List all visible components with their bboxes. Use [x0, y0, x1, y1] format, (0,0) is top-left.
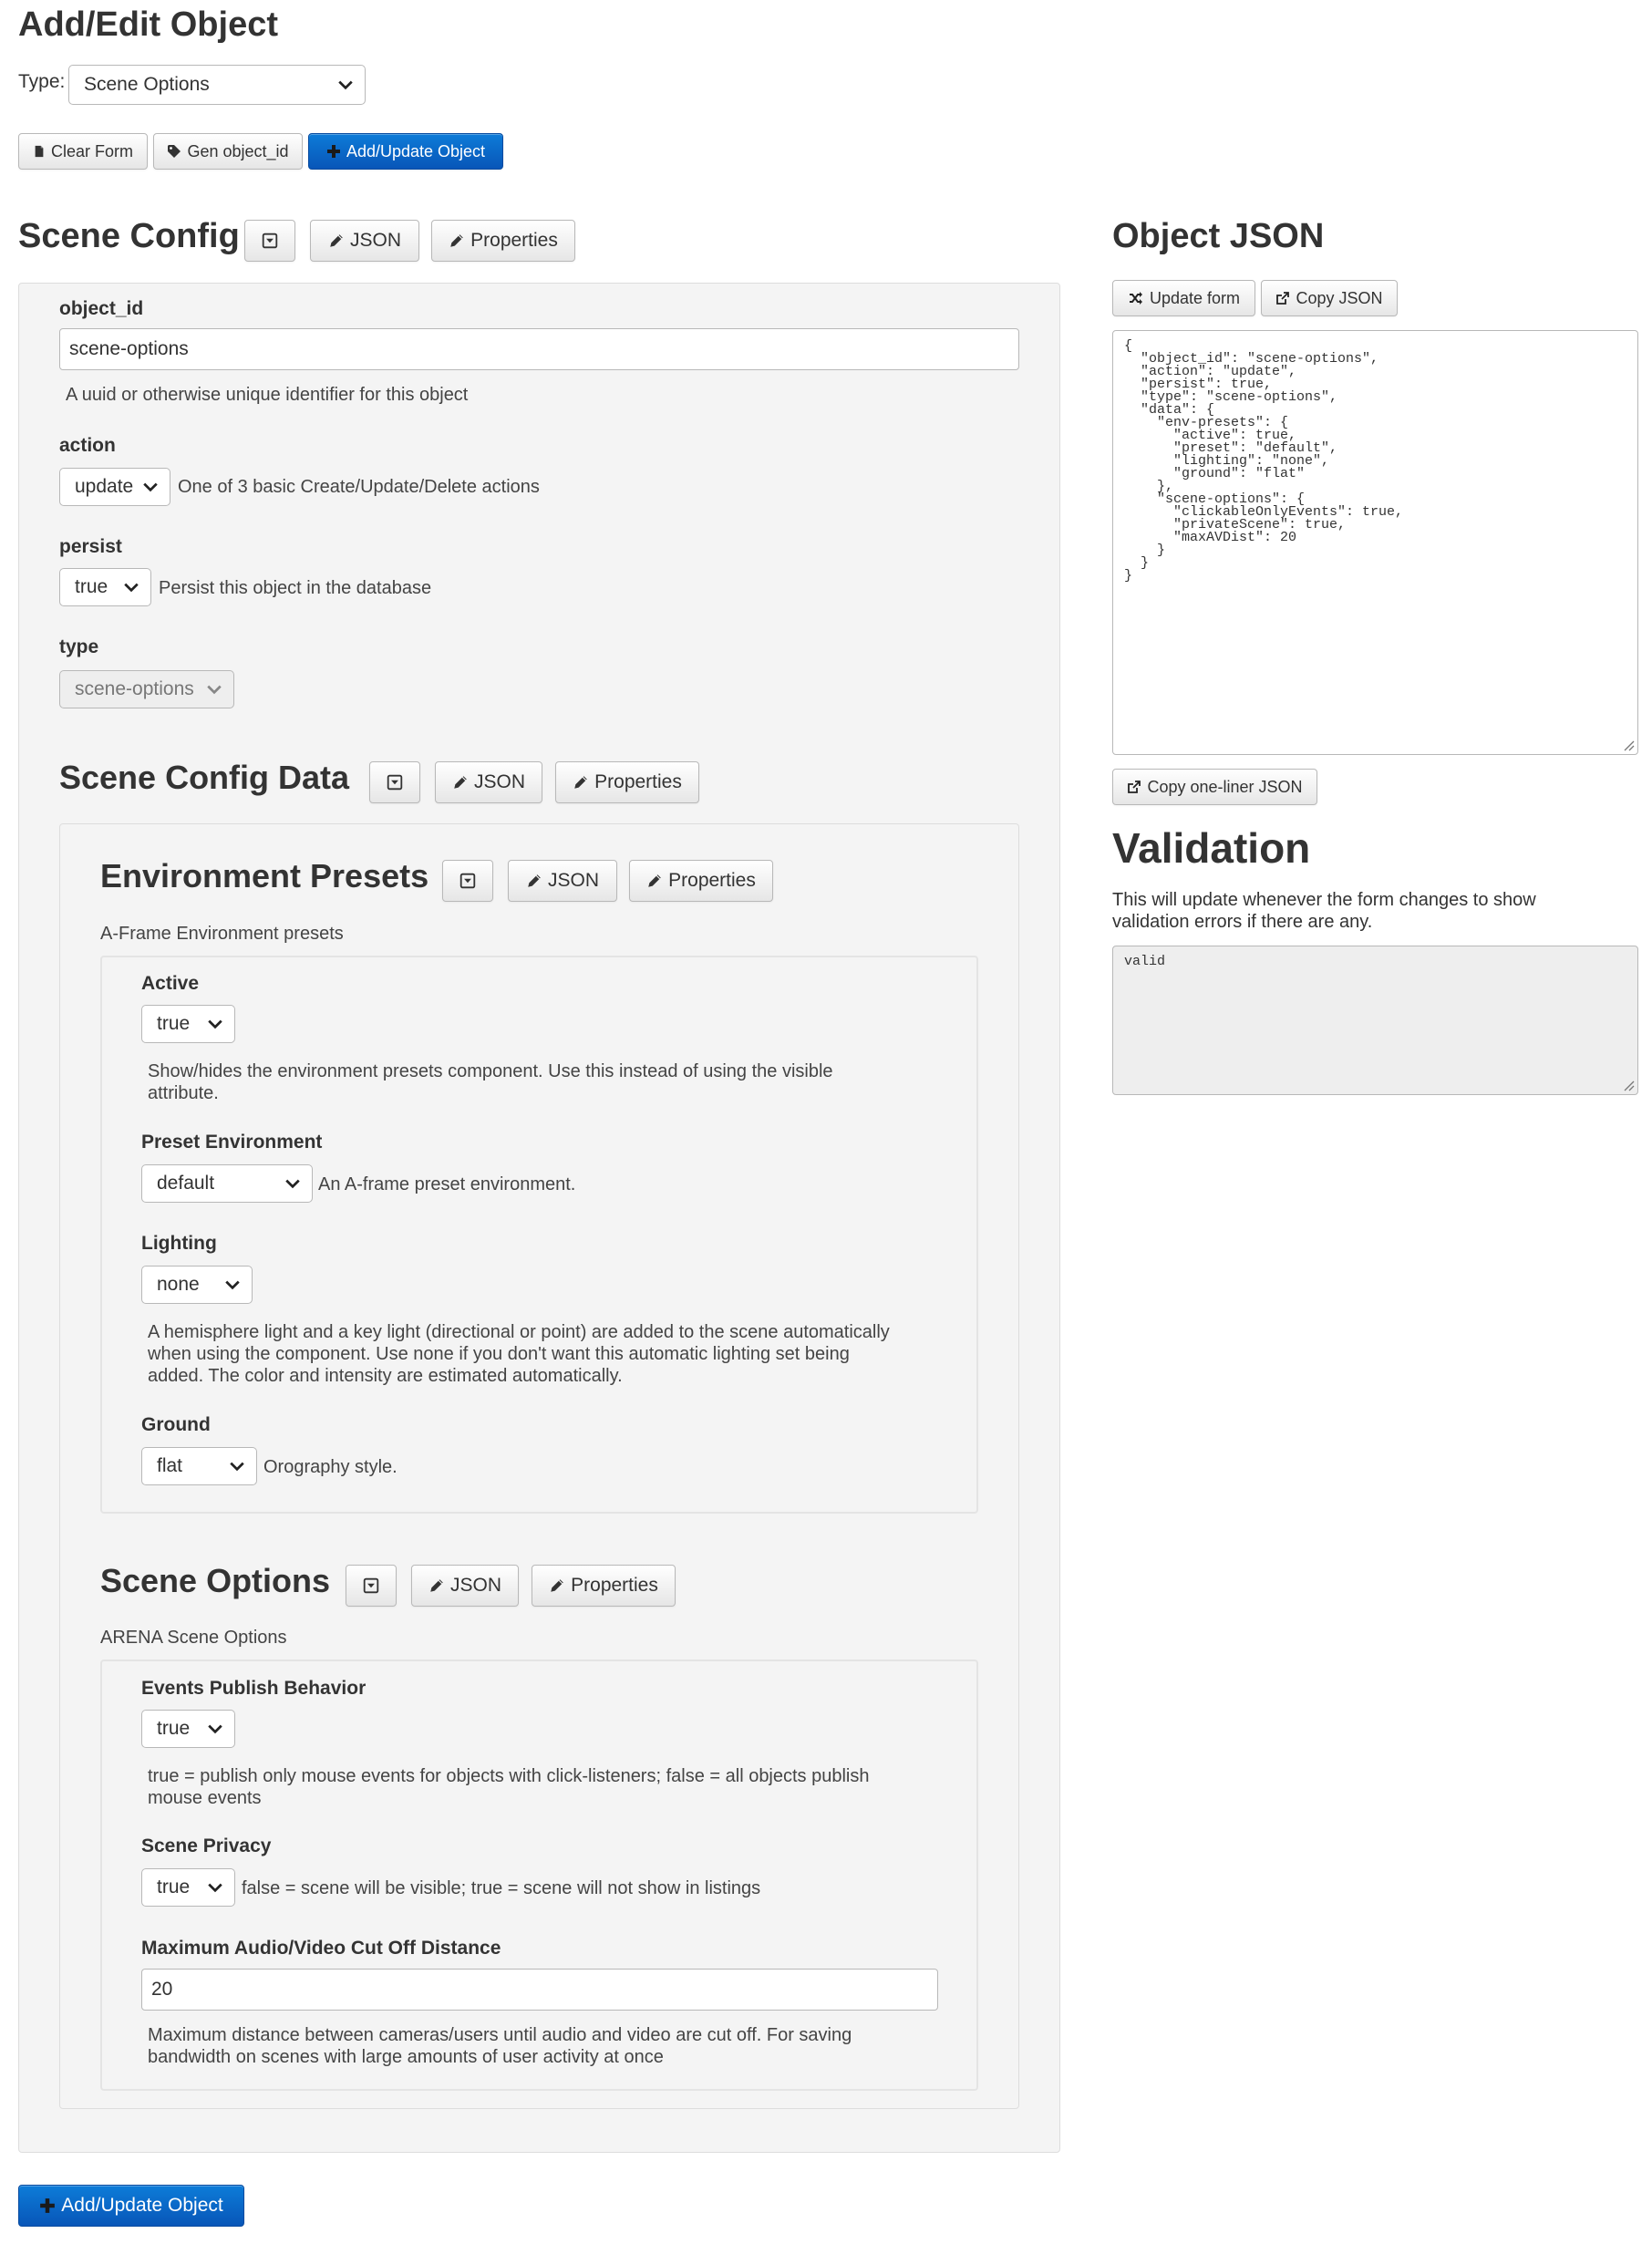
scene-config-data-properties-label: Properties [594, 771, 682, 792]
scene-config-data-properties-button[interactable] [555, 761, 699, 803]
ground-select-value: flat [157, 1455, 183, 1476]
object-id-help: A uuid or otherwise unique identifier for this object [66, 385, 469, 405]
active-label: Active [141, 973, 200, 994]
events-label: Events Publish Behavior [141, 1678, 367, 1699]
plus-icon [326, 144, 341, 159]
collapse-icon [459, 873, 476, 889]
chevron-down-icon [206, 681, 222, 698]
env-presets-json-button[interactable] [508, 860, 617, 902]
type-field-value: scene-options [75, 678, 194, 699]
validation-result-textarea: valid [1112, 946, 1638, 1095]
ground-help: Orography style. [263, 1457, 398, 1477]
add-update-object-button[interactable] [308, 133, 503, 170]
copy-json-label: Copy JSON [1296, 288, 1383, 307]
max-av-input[interactable] [141, 1969, 938, 2011]
env-presets-json-label: JSON [547, 870, 599, 891]
plus-icon [39, 2197, 56, 2214]
scene-options-properties-label: Properties [571, 1575, 658, 1596]
ground-label: Ground [141, 1414, 211, 1435]
action-select[interactable] [59, 468, 170, 506]
scene-config-data-json-label: JSON [473, 771, 525, 792]
action-help: One of 3 basic Create/Update/Delete actions [178, 477, 540, 497]
resize-handle-icon[interactable] [1622, 739, 1635, 751]
preset-select-value: default [157, 1173, 215, 1194]
update-form-label: Update form [1149, 288, 1241, 307]
copy-one-liner-json-label: Copy one-liner JSON [1147, 777, 1303, 796]
chevron-down-icon [224, 1277, 241, 1293]
scene-options-title: Scene Options [100, 1562, 331, 1599]
max-av-value: 20 [151, 1979, 173, 2000]
active-select[interactable] [141, 1005, 235, 1043]
chevron-down-icon [337, 77, 354, 93]
clear-form-button[interactable] [18, 133, 148, 170]
action-label: action [59, 435, 116, 456]
share-icon [1127, 780, 1141, 794]
preset-label: Preset Environment [141, 1132, 323, 1153]
scene-config-data-json-button[interactable] [435, 761, 542, 803]
scene-options-json-label: JSON [449, 1575, 501, 1596]
type-field-select [59, 670, 234, 708]
copy-json-button[interactable] [1261, 280, 1398, 316]
object-id-value: scene-options [69, 338, 189, 359]
type-field-label: type [59, 636, 99, 657]
pencil-icon [449, 233, 465, 249]
action-select-value: update [75, 476, 134, 497]
gen-object-id-button[interactable] [153, 133, 303, 170]
privacy-label: Scene Privacy [141, 1835, 272, 1856]
pencil-icon [452, 774, 469, 791]
update-form-button[interactable] [1112, 280, 1255, 316]
resize-handle-icon[interactable] [1622, 1079, 1635, 1091]
env-presets-collapse-button[interactable] [442, 860, 493, 902]
max-av-label: Maximum Audio/Video Cut Off Distance [141, 1938, 501, 1959]
persist-select[interactable] [59, 568, 151, 606]
persist-label: persist [59, 536, 122, 557]
scene-options-description: ARENA Scene Options [100, 1628, 287, 1648]
object-id-label: object_id [59, 298, 144, 319]
pencil-icon [573, 774, 589, 791]
footer-add-update-object-button[interactable] [18, 2185, 244, 2227]
chevron-down-icon [229, 1458, 245, 1474]
collapse-icon [262, 233, 278, 249]
validation-help-line2: validation errors if there are any. [1112, 912, 1373, 932]
collapse-icon [363, 1577, 379, 1594]
max-av-help-line2: bandwidth on scenes with large amounts of user activity at once [148, 2047, 664, 2067]
copy-one-liner-json-button[interactable] [1112, 769, 1317, 805]
active-help-line1: Show/hides the environment presets component. Use this instead of using the visible [148, 1061, 833, 1081]
chevron-down-icon [123, 579, 139, 595]
lighting-help-line3: added. The color and intensity are estimated automatically. [148, 1366, 623, 1386]
chevron-down-icon [207, 1879, 223, 1896]
env-presets-properties-label: Properties [668, 870, 756, 891]
active-help-line2: attribute. [148, 1083, 219, 1103]
scene-config-data-title: Scene Config Data [59, 759, 350, 796]
object-id-input[interactable] [59, 328, 1019, 370]
scene-config-title: Scene Config [18, 217, 240, 255]
validation-title: Validation [1112, 824, 1311, 872]
pencil-icon [526, 873, 542, 889]
pencil-icon [646, 873, 663, 889]
scene-config-properties-button[interactable] [431, 220, 575, 262]
events-select[interactable] [141, 1710, 235, 1748]
validation-help-line1: This will update whenever the form changes to show [1112, 890, 1536, 910]
events-help-line1: true = publish only mouse events for objects with click-listeners; false = all objects publish [148, 1766, 870, 1786]
env-presets-title: Environment Presets [100, 857, 429, 894]
preset-select[interactable] [141, 1164, 313, 1203]
shuffle-icon [1128, 291, 1144, 305]
lighting-label: Lighting [141, 1233, 217, 1254]
pencil-icon [328, 233, 345, 249]
chevron-down-icon [207, 1721, 223, 1737]
events-select-value: true [157, 1718, 191, 1739]
gen-object-id-label: Gen object_id [187, 141, 289, 160]
lighting-select-value: none [157, 1274, 200, 1295]
pencil-icon [428, 1577, 445, 1594]
lighting-help-line2: when using the component. Use none if you don't want this automatic lighting set being [148, 1344, 850, 1364]
object-json-textarea[interactable]: { "object_id": "scene-options", "action": "update", "persist": true, "type": "scene-options", "data": { "env-presets": { "active": true, "preset": "default", "lighting": "none", "ground": "flat" }, "scene-options": { "clickableOnlyEvents": true, "privateScene": true, "maxAVDist": 20 } } } [1112, 330, 1638, 755]
privacy-help: false = scene will be visible; true = scene will not show in listings [242, 1878, 761, 1898]
object-json-title: Object JSON [1112, 217, 1325, 255]
scene-options-properties-button[interactable] [532, 1565, 676, 1607]
privacy-select[interactable] [141, 1868, 235, 1907]
type-select[interactable] [68, 65, 366, 105]
scene-config-collapse-button[interactable] [244, 220, 295, 262]
active-select-value: true [157, 1013, 191, 1034]
chevron-down-icon [284, 1175, 301, 1192]
max-av-help-line1: Maximum distance between cameras/users until audio and video are cut off. For saving [148, 2025, 852, 2045]
scene-config-properties-label: Properties [470, 230, 558, 251]
privacy-select-value: true [157, 1877, 191, 1897]
scene-options-json-button[interactable] [411, 1565, 519, 1607]
footer-add-update-object-label: Add/Update Object [61, 2195, 223, 2216]
lighting-select[interactable] [141, 1266, 253, 1304]
chevron-down-icon [207, 1016, 223, 1032]
events-help-line2: mouse events [148, 1788, 262, 1808]
persist-help: Persist this object in the database [159, 578, 432, 598]
env-presets-description: A-Frame Environment presets [100, 924, 344, 944]
lighting-help-line1: A hemisphere light and a key light (directional or point) are added to the scene automatically [148, 1322, 890, 1342]
share-icon [1275, 291, 1290, 305]
ground-select[interactable] [141, 1447, 257, 1485]
scene-config-data-collapse-button[interactable] [369, 761, 420, 803]
scene-config-json-button[interactable] [310, 220, 419, 262]
chevron-down-icon [142, 479, 159, 495]
file-icon [33, 144, 46, 159]
persist-select-value: true [75, 576, 108, 597]
scene-config-json-label: JSON [349, 230, 401, 251]
type-label: Type: [18, 71, 66, 92]
tag-icon [167, 144, 181, 159]
scene-options-collapse-button[interactable] [346, 1565, 397, 1607]
collapse-icon [387, 774, 403, 791]
clear-form-label: Clear Form [50, 141, 133, 160]
preset-help: An A-frame preset environment. [318, 1174, 576, 1194]
env-presets-properties-button[interactable] [629, 860, 773, 902]
add-update-object-label: Add/Update Object [346, 141, 486, 160]
page-title: Add/Edit Object [18, 5, 278, 44]
type-select-value: Scene Options [84, 74, 210, 95]
pencil-icon [549, 1577, 565, 1594]
